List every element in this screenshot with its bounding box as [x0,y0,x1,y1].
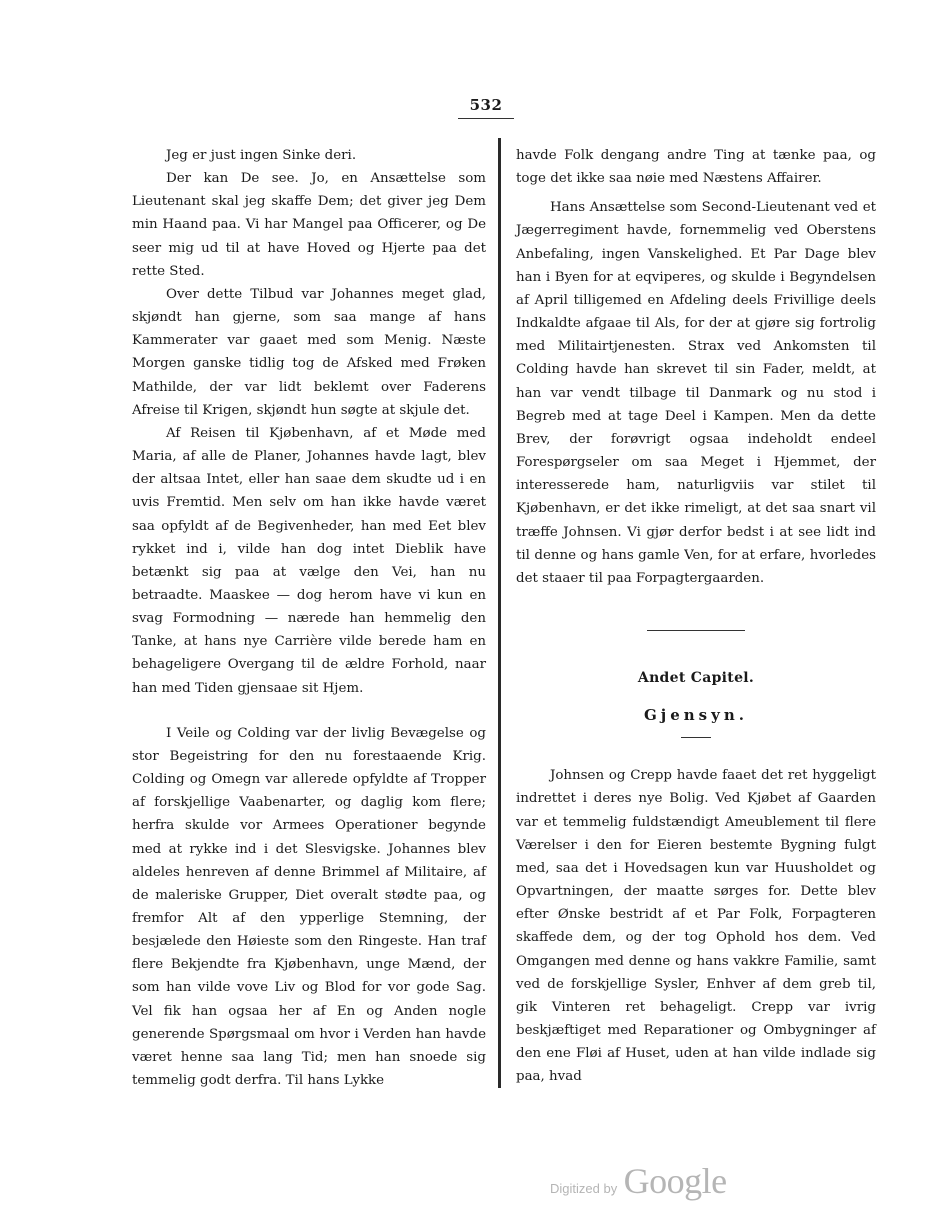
paragraph: Hans Ansættelse som Second-Lieutenant ved et Jægerregiment havde, fornemmelig ved Oberstens Anbefaling, ingen Vanskelighed. Et Par Dage blev han i Byen for at eqviperes, og skulde i Begyndelsen af April tilligemed en Afdeling deels Frivillige deels Indkaldte afgaae til Als, for der at gjøre sig fortrolig med Militairtjenesten. Strax ved Ankomsten til Colding havde han skrevet til sin Fader, meldt, at han var vendt tilbage til Danmark og nu stod i Begreb med at tage Deel i Kampen. Men da dette Brev, der forøvrigt ogsaa indeholdt endeel Forespørgseler om saa Meget i Hjemmet, der interesserede ham, naturligviis var stilet til Kjøbenhavn, er det ikke rimeligt, at det saa snart vil træffe Johnsen. Vi gjør derfor bedst i at see lidt ind til denne og hans gamle Ven, for at erfare, hvorledes det staaer til paa Forpagtergaarden. [516,200,876,586]
page-number-rule [458,118,514,119]
paragraph: Johnsen og Crepp havde faaet det ret hyggeligt indrettet i deres nye Bolig. Ved Kjøbet af Gaarden var et temmelig fuldstændigt Ameublement til flere Værelser i den for Eieren bestemte Bygning fulgt med, saa det i Hovedsagen kun var Huusholdet og Opvartningen, der maatte sørges for. Dette blev efter Ønske bestridt af et Par Folk, Forpagteren skaffede dem, og der tog Ophold hos dem. Ved Omgangen med denne og hans vakkre Familie, samt ved de forskjellige Sysler, Enhver af dem greb til, gik Vinteren ret behageligt. Crepp var ivrig beskjæftiget med Reparationer og Ombygninger af den ene Fløi af Huset, uden at han vilde indlade sig paa, hvad [516,768,876,1085]
paragraph: Af Reisen til Kjøbenhavn, af et Møde med Maria, af alle de Planer, Johannes havde lagt, blev der altsaa Intet, eller han saae dem skudte ud i en uvis Fremtid. Men selv om han ikke havde været saa opfyldt af de Begivenheder, han med Eet blev rykket ind i, vilde han dog intet Dieblik have betænkt sig paa at vælge den Vei, han nu betraadte. Maaskee — dog herom have vi kun en svag Formodning — nærede han hemmelig den Tanke, at hans nye Carrière vilde berede ham en behageligere Overgang til de ældre Forhold, naar han med Tiden gjensaae sit Hjem. [132,425,486,696]
left-column [132,144,486,1092]
chapter-subtitle: Gjensyn. [644,706,748,725]
column-divider [498,138,501,1088]
right-column [516,144,876,1088]
google-logo: Google [623,1161,727,1201]
digitized-watermark [550,1160,727,1202]
chapter-title: Andet Capitel. [637,669,755,686]
paragraph: Jeg er just ingen Sinke deri. [166,148,357,163]
subtitle-rule [681,737,711,738]
paragraph: I Veile og Colding var der livlig Bevægelse og stor Begeistring for den nu forestaaende Krig. Colding og Omegn var allerede opfyldte af Tropper af forskjellige Vaabenarter, og daglig kom flere; herfra skulde vor Armees Operationer begynde med at rykke ind i det Slesvigske. Johannes blev aldeles henreven af denne Brimmel af Militaire, af de maleriske Grupper, Diet overalt stødte paa, og fremfor Alt af den ypperlige Stemning, der besjælede den Høieste som den Ringeste. Han traf flere Bekjendte fra Kjøbenhavn, unge Mænd, der som han vilde vove Liv og Blod for vor gode Sag. Vel fik han ogsaa her af En og Anden nogle generende Spørgsmaal om hvor i Verden han havde været henne saa lang Tid; men han snoede sig temmelig godt derfra. Til hans Lykke [132,725,486,1089]
section-divider [647,630,745,631]
page-number: 532 [469,96,503,114]
paragraph: Over dette Tilbud var Johannes meget glad, skjøndt han gjerne, som saa mange af hans Kammerater var gaaet med som Menig. Næste Morgen ganske tidlig tog de Afsked med Frøken Mathilde, der var lidt beklemt over Faderens Afreise til Krigen, skjøndt hun søgte at skjule det. [132,286,486,418]
paragraph: havde Folk dengang andre Ting at tænke paa, og toge det ikke saa nøie med Næstens Affairer. [516,148,876,187]
paragraph: Der kan De see. Jo, en Ansættelse som Lieutenant skal jeg skaffe Dem; det giver jeg Dem min Haand paa. Vi har Mangel paa Officerer, og De seer mig ud til at have Hoved og Hjerte paa det rette Sted. [132,171,486,279]
watermark-prefix: Digitized by [550,1181,618,1196]
